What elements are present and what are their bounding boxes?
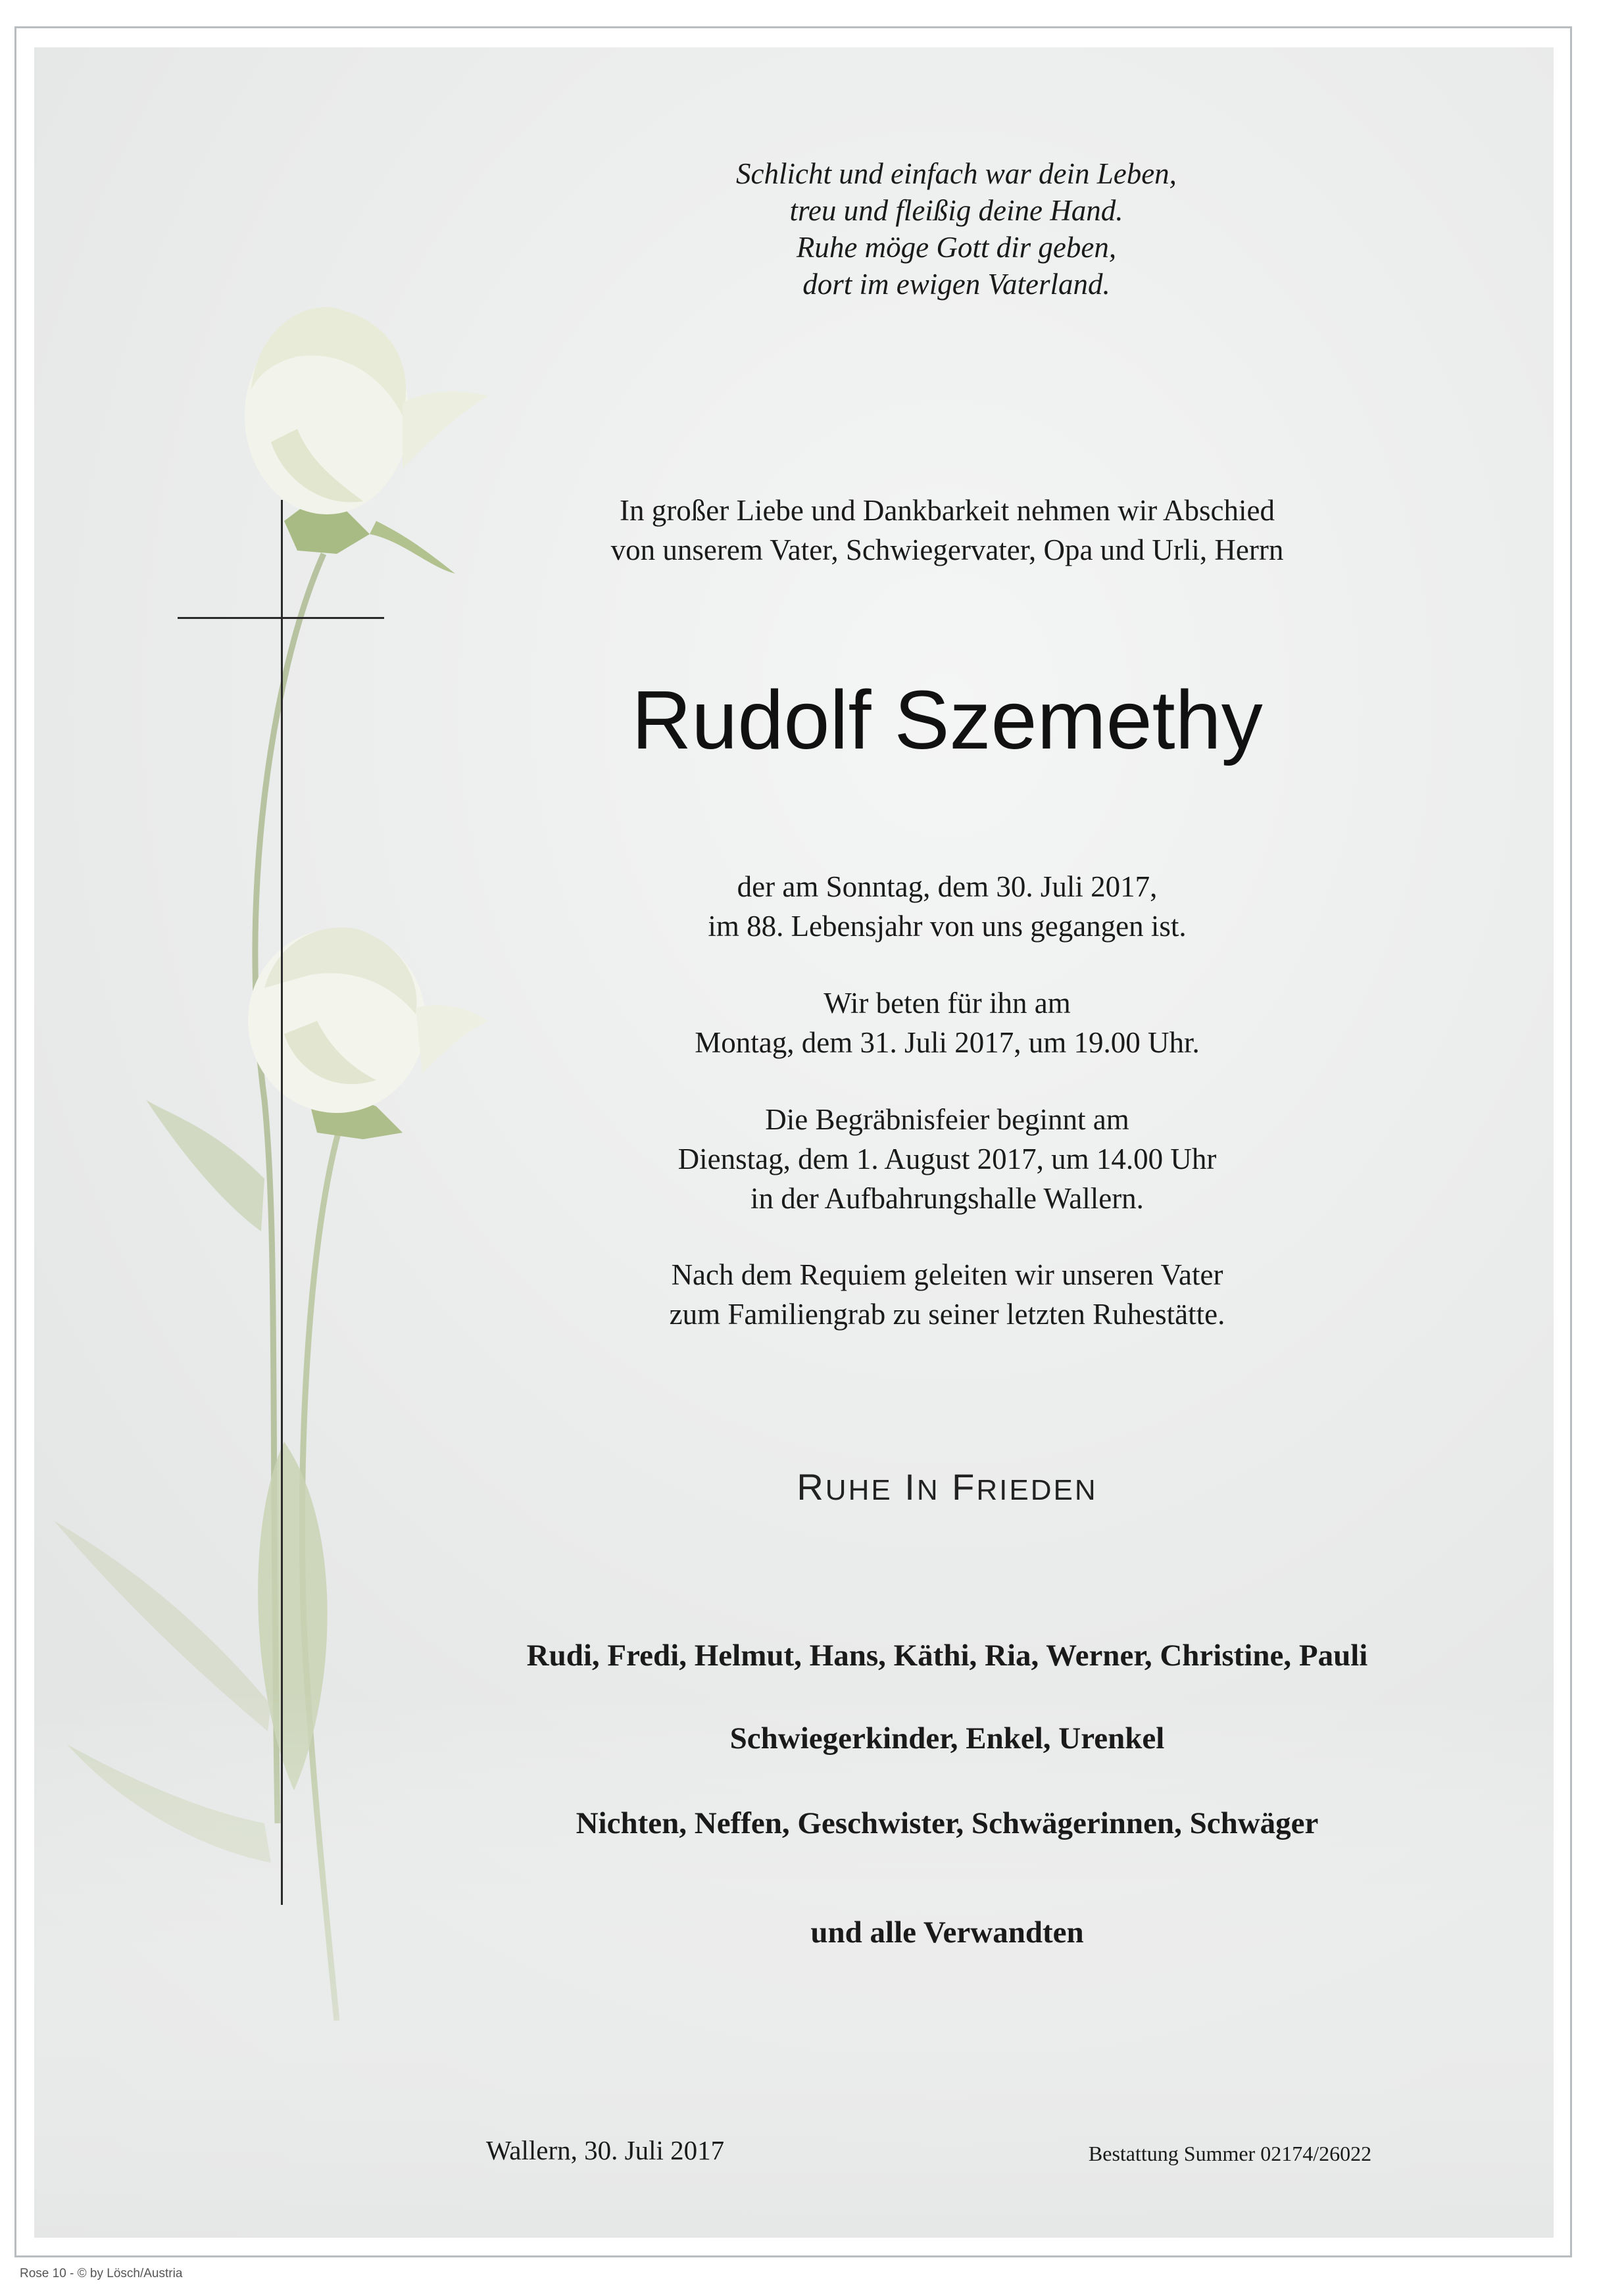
funeral-line: Die Begräbnisfeier beginnt am xyxy=(765,1103,1129,1136)
death-text xyxy=(539,867,1355,946)
intro-line: In großer Liebe und Dankbarkeit nehmen wir Abschied xyxy=(620,494,1275,527)
place-and-date: Wallern, 30. Juli 2017 xyxy=(485,2135,725,2165)
poem-line: treu und fleißig deine Hand. xyxy=(789,194,1123,227)
poem-line: Schlicht und einfach war dein Leben, xyxy=(736,157,1177,190)
cross-vertical-bar xyxy=(281,500,283,1905)
rest-in-peace: RUHE IN FRIEDEN xyxy=(797,1466,1098,1508)
prayer-line: Wir beten für ihn am xyxy=(824,987,1071,1020)
undertaker-contact: Bestattung Summer 02174/26022 xyxy=(1088,2142,1372,2165)
mourners-family: Schwiegerkinder, Enkel, Urenkel xyxy=(729,1721,1165,1756)
requiem-text xyxy=(539,1255,1355,1334)
requiem-line: zum Familiengrab zu seiner letzten Ruhestätte. xyxy=(669,1298,1225,1331)
intro-text xyxy=(539,491,1355,570)
death-line: im 88. Lebensjahr von uns gegangen ist. xyxy=(708,910,1187,943)
mourners-all: und alle Verwandten xyxy=(810,1915,1084,1950)
image-credit: Rose 10 - © by Lösch/Austria xyxy=(20,2267,183,2280)
poem-line: dort im ewigen Vaterland. xyxy=(802,268,1110,301)
mourners-relatives: Nichten, Neffen, Geschwister, Schwägerinnen, Schwäger xyxy=(576,1806,1319,1840)
mourners-children: Rudi, Fredi, Helmut, Hans, Käthi, Ria, Werner, Christine, Pauli xyxy=(526,1638,1368,1673)
funeral-line: Dienstag, dem 1. August 2017, um 14.00 Uhr xyxy=(677,1143,1217,1175)
poem-line: Ruhe möge Gott dir geben, xyxy=(796,231,1117,264)
poem xyxy=(712,155,1201,303)
prayer-text xyxy=(539,983,1355,1062)
funeral-text xyxy=(539,1100,1355,1218)
intro-line: von unserem Vater, Schwiegervater, Opa und Urli, Herrn xyxy=(610,533,1284,566)
cross-horizontal-bar xyxy=(178,617,384,619)
deceased-name: Rudolf Szemethy xyxy=(631,674,1263,766)
funeral-line: in der Aufbahrungshalle Wallern. xyxy=(750,1182,1144,1215)
prayer-line: Montag, dem 31. Juli 2017, um 19.00 Uhr. xyxy=(695,1026,1200,1059)
death-line: der am Sonntag, dem 30. Juli 2017, xyxy=(737,870,1158,903)
requiem-line: Nach dem Requiem geleiten wir unseren Vater xyxy=(671,1258,1223,1291)
